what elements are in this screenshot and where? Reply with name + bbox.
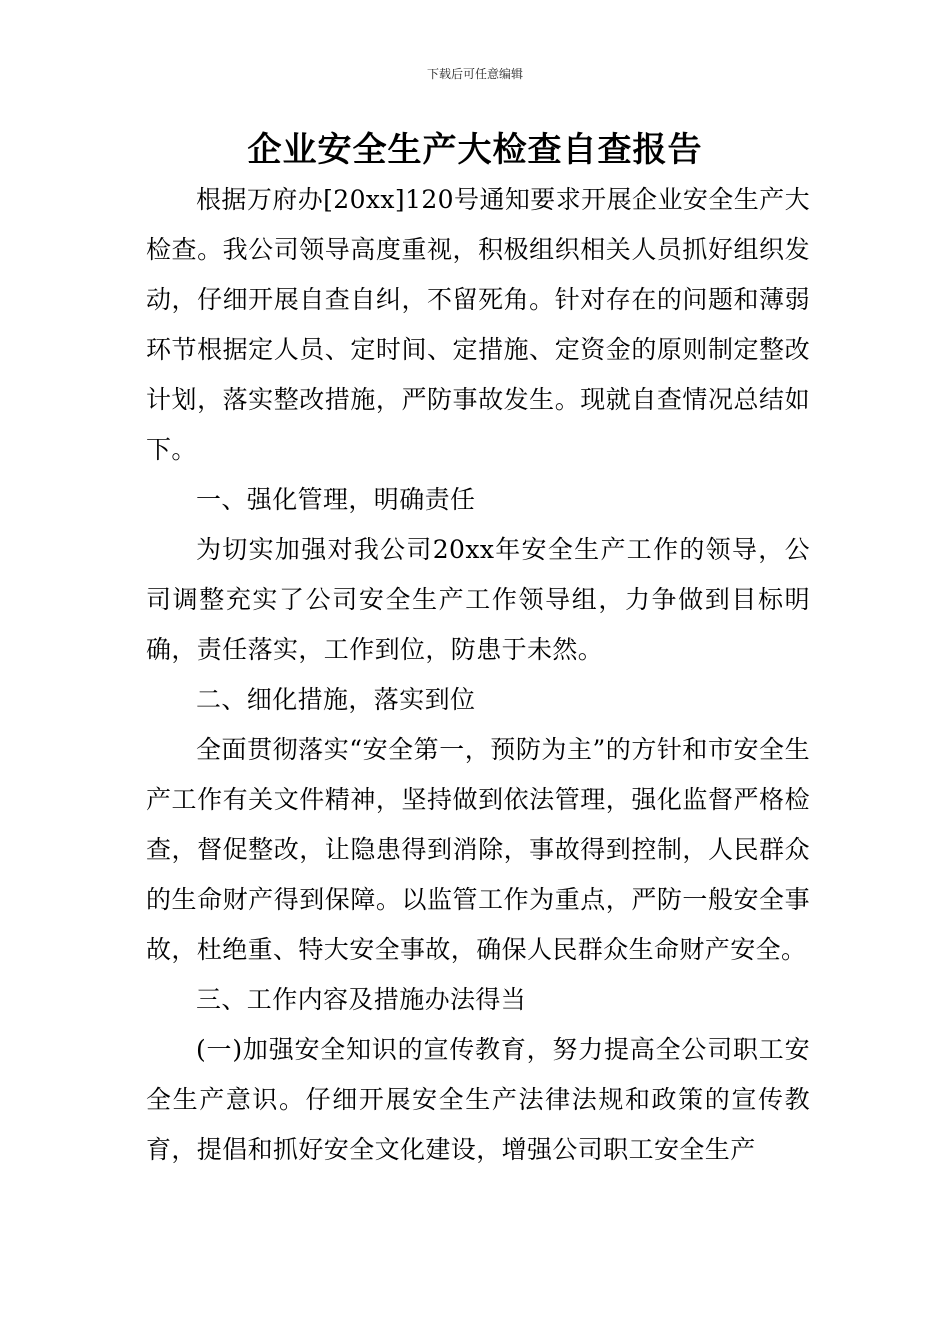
section-heading-2: 二、细化措施，落实到位 — [196, 685, 476, 714]
section-heading-1: 一、强化管理，明确责任 — [196, 485, 476, 514]
paragraph-section-1: 为切实加强对我公司20xx年安全生产工作的领导，公司调整充实了公司安全生产工作领导组，力争做到目标明确，责任落实，工作到位，防患于未然。 — [146, 535, 810, 664]
paragraph-intro: 根据万府办[20xx]120号通知要求开展企业安全生产大检查。我公司领导高度重视，积极组织相关人员抓好组织发动，仔细开展自查自纠，不留死角。针对存在的问题和薄弱环节根据定人员、定时间、定措施、定资金的原则制定整改计划，落实整改措施，严防事故发生。现就自查情况总结如下。 — [146, 185, 810, 464]
header-note: 下载后可任意编辑 — [426, 67, 523, 81]
section-heading-3: 三、工作内容及措施办法得当 — [196, 985, 527, 1014]
paragraph-section-2: 全面贯彻落实“安全第一，预防为主”的方针和市安全生产工作有关文件精神，坚持做到依法管理，强化监督严格检查，督促整改，让隐患得到消除，事故得到控制，人民群众的生命财产得到保障。以监管工作为重点，严防一般安全事故，杜绝重、特大安全事故，确保人民群众生命财产安全。 — [146, 735, 810, 964]
paragraph-section-3-item-1: (一)加强安全知识的宣传教育，努力提高全公司职工安全生产意识。仔细开展安全生产法律法规和政策的宣传教育，提倡和抓好安全文化建设，增强公司职工安全生产 — [146, 1035, 810, 1164]
document-title: 企业安全生产大检查自查报告 — [247, 130, 703, 170]
document-body — [146, 175, 810, 1175]
